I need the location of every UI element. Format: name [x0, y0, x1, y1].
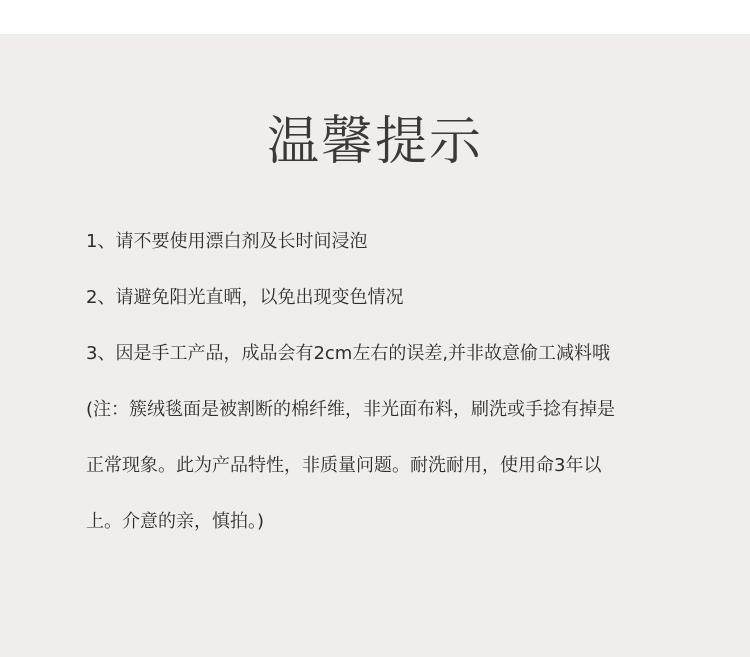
tip-line-2: 2、请避免阳光直晒，以免出现变色情况 — [86, 287, 404, 308]
tips-panel — [0, 34, 750, 657]
tip-line-6: 上。介意的亲，慎拍。) — [86, 511, 265, 532]
tip-line-4: (注：簇绒毯面是被割断的棉纤维，非光面布料，刷洗或手捻有掉是 — [86, 399, 616, 420]
tips-list — [86, 228, 696, 564]
tip-line-5: 正常现象。此为产品特性，非质量问题。耐洗耐用，使用命3年以 — [86, 455, 602, 476]
tip-line-3: 3、因是手工产品，成品会有2cm左右的误差,并非故意偷工减料哦 — [86, 343, 611, 364]
page-title: 温馨提示 — [266, 112, 483, 172]
tip-line-1: 1、请不要使用漂白剂及长时间浸泡 — [86, 231, 368, 252]
